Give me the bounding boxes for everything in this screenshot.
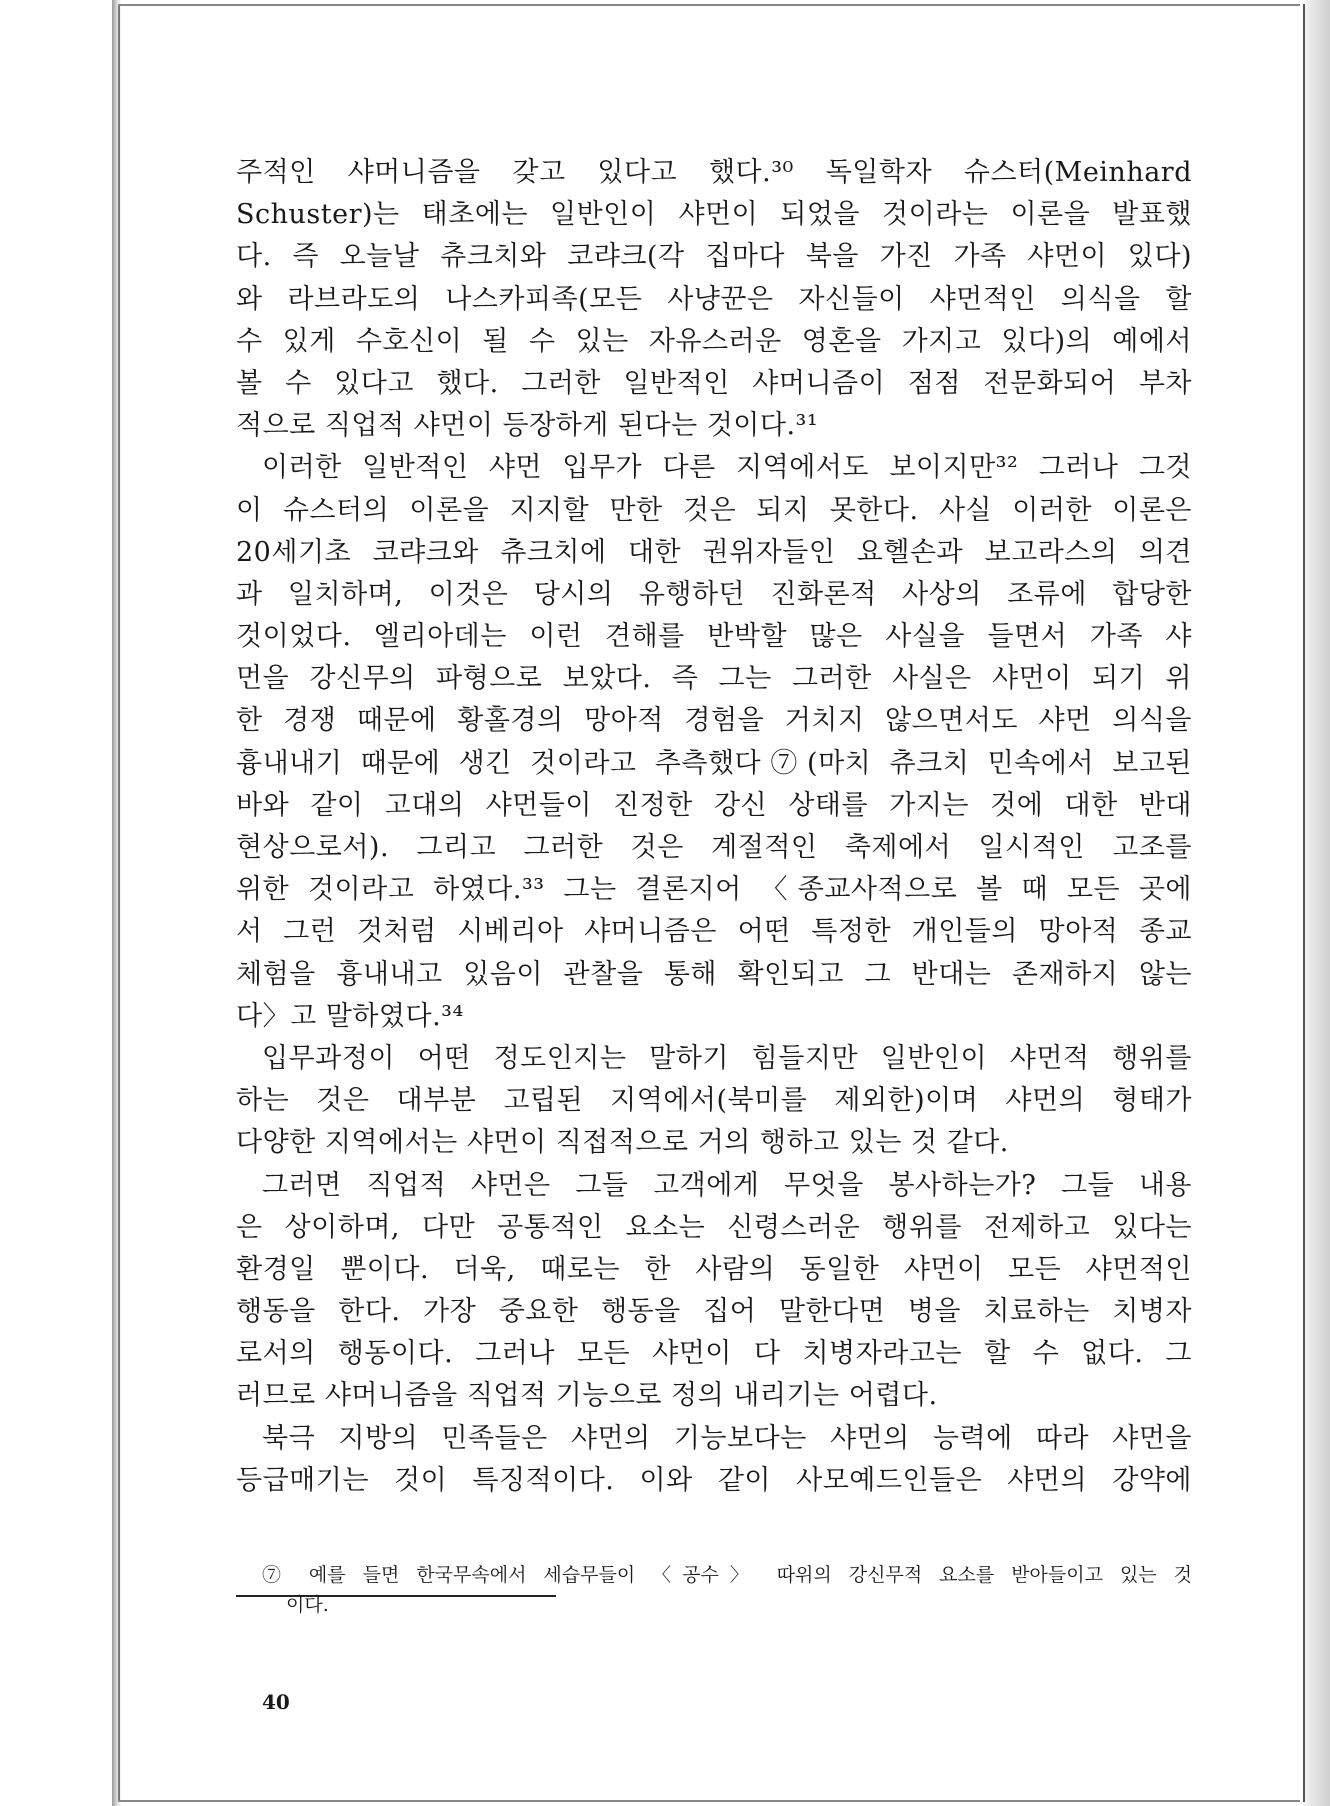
page-shadow-left (112, 0, 122, 1806)
text-line: 로서의 행동이다. 그러나 모든 샤먼이 다 치병자라고는 할 수 없다. 그 (236, 1338, 1192, 1370)
text-line: 은 상이하며, 다만 공통적인 요소는 신령스러운 행위를 전제하고 있다는 (236, 1211, 1192, 1243)
footnote-line: 이다. (286, 1594, 329, 1616)
text-line: 그러면 직업적 샤먼은 그들 고객에게 무엇을 봉사하는가? 그들 내용 (262, 1169, 1192, 1201)
text-line: 먼을 강신무의 파형으로 보았다. 즉 그는 그러한 사실은 샤먼이 되기 위 (236, 663, 1192, 695)
text-line: 주적인 샤머니즘을 갖고 있다고 했다.³⁰ 독일학자 슈스터(Meinhard (236, 157, 1192, 188)
page-top-edge (118, 4, 1305, 6)
text-line: 체험을 흉내내고 있음이 관찰을 통해 확인되고 그 반대는 존재하지 않는 (236, 958, 1192, 990)
text-line: 와 라브라도의 나스카피족(모든 사냥꾼은 자신들이 샤먼적인 의식을 할 (236, 283, 1192, 315)
footnote-line: ⑦ 예를 들면 한국무속에서 세습무들이 〈공수〉 따위의 강신무적 요소를 받아들이고 있는 것 (262, 1564, 1192, 1586)
text-line: 위한 것이라고 하였다.³³ 그는 결론지어 〈종교사적으로 볼 때 모든 곳에 (236, 874, 1192, 906)
text-line: 이 슈스터의 이론을 지지할 만한 것은 되지 못한다. 사실 이러한 이론은 (236, 494, 1192, 526)
text-line: 과 일치하며, 이것은 당시의 유행하던 진화론적 사상의 조류에 합당한 (236, 578, 1192, 610)
text-line: 수 있게 수호신이 될 수 있는 자유스러운 영혼을 가지고 있다)의 예에서 (236, 325, 1192, 357)
text-line: 바와 같이 고대의 샤먼들이 진정한 강신 상태를 가지는 것에 대한 반대 (236, 789, 1192, 821)
page-number: 40 (262, 1690, 290, 1714)
body-text (236, 152, 1192, 1502)
text-line: 행동을 한다. 가장 중요한 행동을 집어 말한다면 병을 치료하는 치병자 (236, 1296, 1192, 1328)
text-line: 한 경쟁 때문에 황홀경의 망아적 경험을 거치지 않으면서도 샤먼 의식을 (236, 705, 1192, 737)
text-line: 흉내내기 때문에 생긴 것이라고 추측했다⑦(마치 츄크치 민속에서 보고된 (236, 747, 1192, 779)
text-line: 것이었다. 엘리아데는 이런 견해를 반박할 많은 사실을 들면서 가족 샤 (236, 621, 1192, 653)
text-line: 입무과정이 어떤 정도인지는 말하기 힘들지만 일반인이 샤먼적 행위를 (262, 1042, 1192, 1074)
text-line: 적으로 직업적 샤먼이 등장하게 된다는 것이다.³¹ (236, 410, 819, 442)
page-bottom-edge (118, 1800, 1305, 1802)
text-line: 이러한 일반적인 샤먼 입무가 다른 지역에서도 보이지만³² 그러나 그것 (262, 452, 1192, 484)
text-line: Schuster)는 태초에는 일반인이 샤먼이 되었을 것이라는 이론을 발표했 (236, 199, 1192, 231)
page-edge-right (1303, 4, 1305, 1802)
text-line: 러므로 샤머니즘을 직업적 기능으로 정의 내리기는 어렵다. (236, 1380, 938, 1412)
text-line: 다〉고 말하였다.³⁴ (236, 1000, 464, 1032)
text-line: 등급매기는 것이 특징적이다. 이와 같이 사모예드인들은 샤먼의 강약에 (236, 1464, 1192, 1496)
text-line: 다. 즉 오늘날 츄크치와 코랴크(각 집마다 북을 가진 가족 샤먼이 있다) (236, 241, 1192, 273)
text-line: 볼 수 있다고 했다. 그러한 일반적인 샤머니즘이 점점 전문화되어 부차 (236, 367, 1192, 399)
text-line: 하는 것은 대부분 고립된 지역에서(북미를 제외한)이며 샤먼의 형태가 (236, 1085, 1192, 1117)
text-line: 20세기초 코랴크와 츄크치에 대한 권위자들인 요헬손과 보고라스의 의견 (236, 536, 1192, 568)
text-line: 현상으로서). 그리고 그러한 것은 계절적인 축제에서 일시적인 고조를 (236, 832, 1192, 863)
text-line: 서 그런 것처럼 시베리아 샤머니즘은 어떤 특정한 개인들의 망아적 종교 (236, 916, 1192, 948)
text-line: 환경일 뿐이다. 더욱, 때로는 한 사람의 동일한 샤먼이 모든 샤먼적인 (236, 1253, 1192, 1285)
footnote (262, 1560, 1192, 1620)
text-line: 북극 지방의 민족들은 샤먼의 기능보다는 샤먼의 능력에 따라 샤먼을 (262, 1422, 1192, 1454)
text-line: 다양한 지역에서는 샤먼이 직접적으로 거의 행하고 있는 것 같다. (236, 1127, 1009, 1159)
page-edge-left (118, 4, 120, 1802)
